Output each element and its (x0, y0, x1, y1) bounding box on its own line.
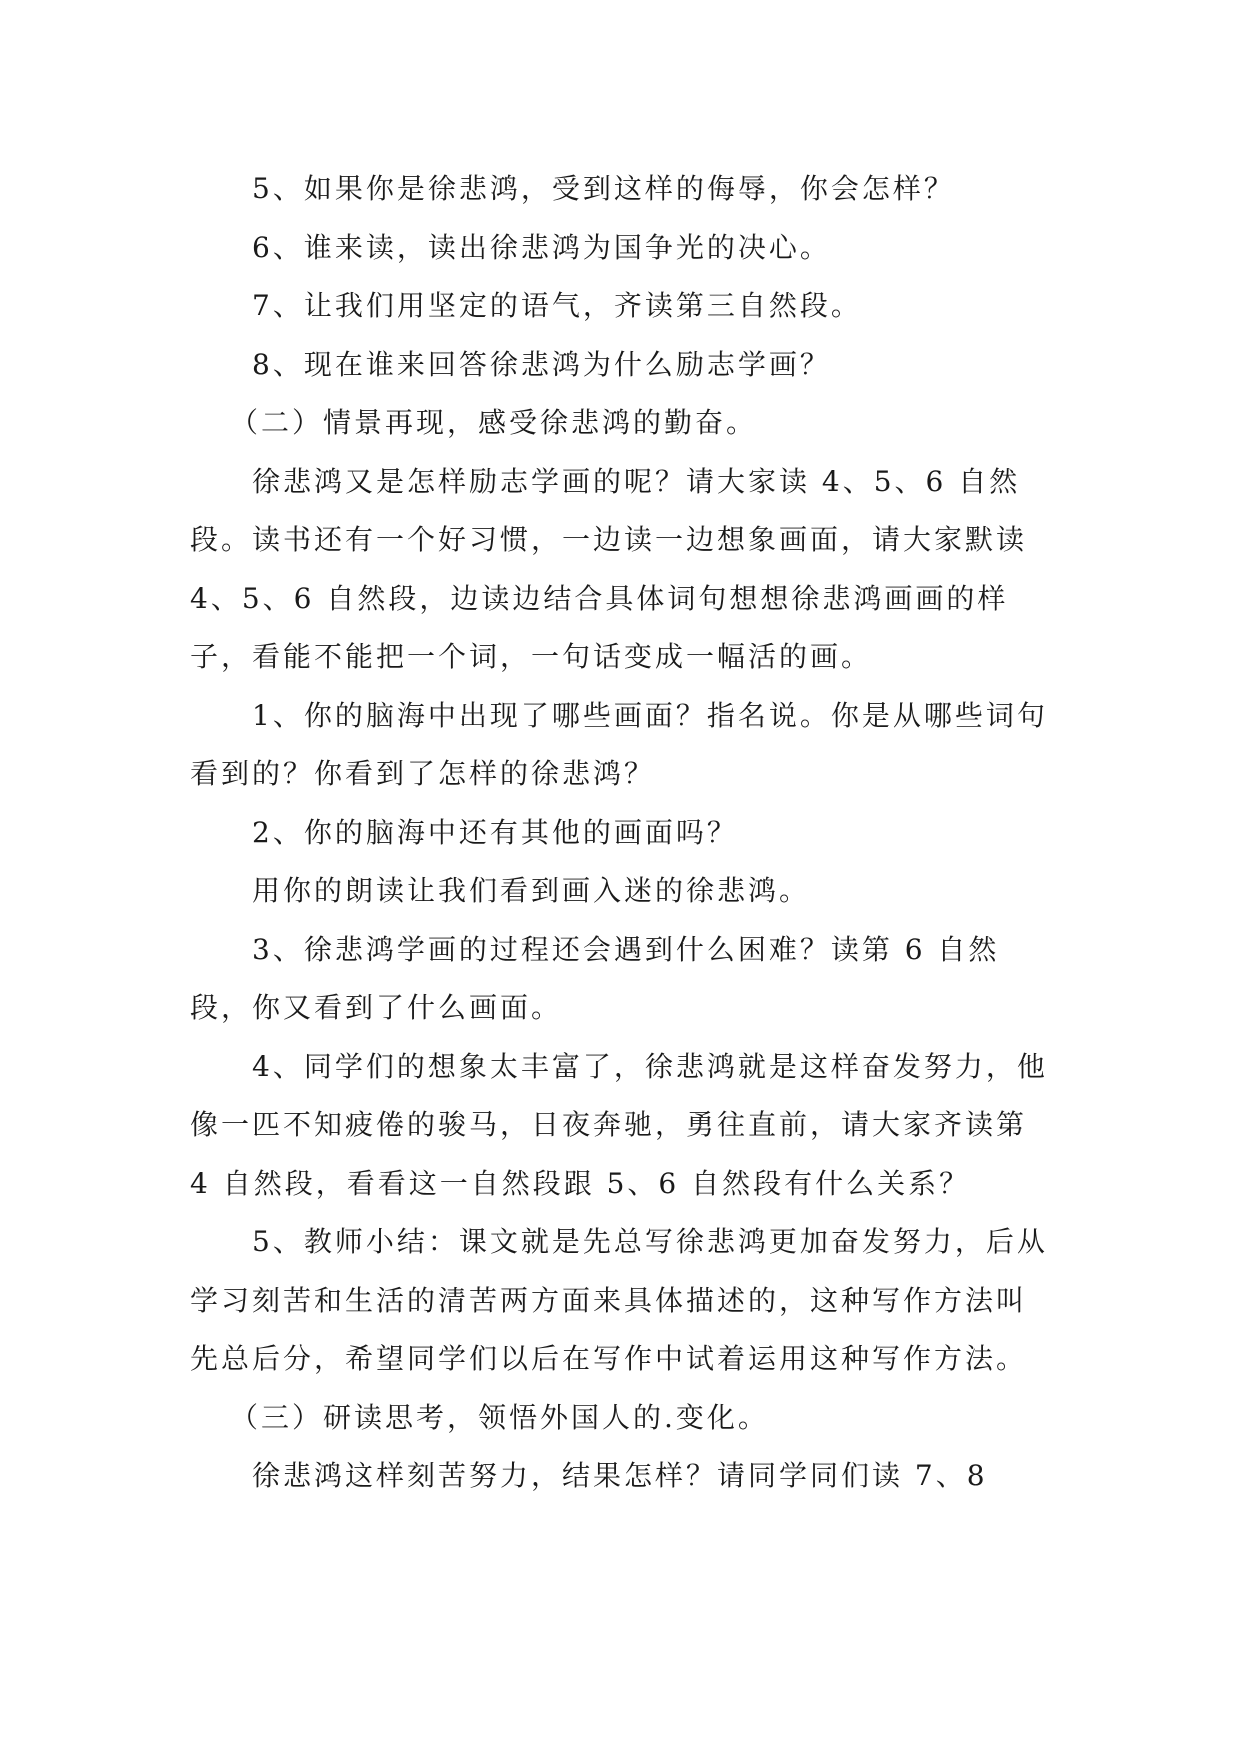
paragraph-intro-section-3: 徐悲鸿这样刻苦努力，结果怎样？请同学同们读 7、8 (252, 1459, 988, 1492)
paragraph-item-8: 8、现在谁来回答徐悲鸿为什么励志学画？ (252, 347, 831, 381)
paragraph-step-3: 3、徐悲鸿学画的过程还会遇到什么困难？读第 6 自然段，你又看到了什么画面。 (190, 932, 1000, 1024)
paragraph-step-5-summary: 5、教师小结：课文就是先总写徐悲鸿更加奋发努力，后从学习刻苦和生活的清苦两方面来具体描述的，这种写作方法叫先总后分，希望同学们以后在写作中试着运用这种写作方法。 (190, 1225, 1048, 1375)
paragraph-step-1: 1、你的脑海中出现了哪些画面？指名说。你是从哪些词句看到的？你看到了怎样的徐悲鸿？ (190, 698, 1048, 790)
paragraph-step-4: 4、同学们的想象太丰富了，徐悲鸿就是这样奋发努力，他像一匹不知疲倦的骏马，日夜奔驰，勇往直前，请大家齐读第 4 自然段，看看这一自然段跟 5、6 自然段有什么关系？ (190, 1049, 1048, 1200)
paragraph-intro-section-2: 徐悲鸿又是怎样励志学画的呢？请大家读 4、5、6 自然段。读书还有一个好习惯，一边读一边想象画面，请大家默读 4、5、6 自然段，边读边结合具体词句想想徐悲鸿画画的样子，看能不能把一个词，一句话变成一幅活的画。 (190, 464, 1028, 673)
paragraph-item-7: 7、让我们用坚定的语气，齐读第三自然段。 (252, 289, 862, 322)
paragraph-reading-note: 用你的朗读让我们看到画入迷的徐悲鸿。 (252, 874, 811, 907)
document-body (190, 160, 1052, 1506)
paragraph-item-5: 5、如果你是徐悲鸿，受到这样的侮辱，你会怎样？ (252, 172, 955, 205)
paragraph-item-6: 6、谁来读，读出徐悲鸿为国争光的决心。 (252, 230, 831, 264)
section-heading-2: （二）情景再现，感受徐悲鸿的勤奋。 (230, 406, 758, 439)
section-heading-3: （三）研读思考，领悟外国人的.变化。 (230, 1400, 769, 1434)
paragraph-step-2: 2、你的脑海中还有其他的画面吗？ (252, 815, 738, 849)
